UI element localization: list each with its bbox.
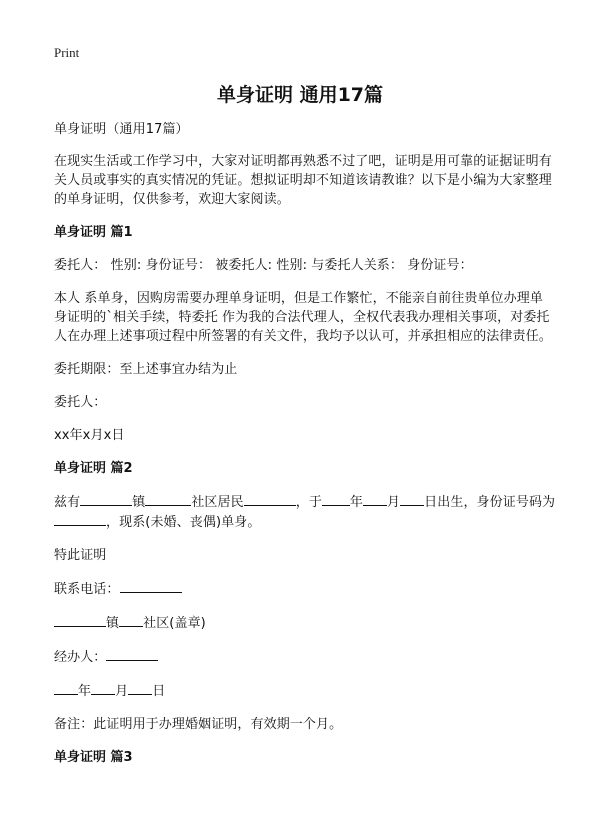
date-text: 月 xyxy=(115,684,129,699)
date-text: 年 xyxy=(78,684,92,699)
fill-blank[interactable] xyxy=(145,492,191,506)
fill-blank[interactable] xyxy=(54,512,106,526)
date-text: 日 xyxy=(152,684,166,699)
fill-blank[interactable] xyxy=(119,613,143,627)
section1-signer: 委托人： xyxy=(54,395,107,410)
intro-paragraph: 在现实生活或工作学习中，大家对证明都再熟悉不过了吧，证明是用可靠的证据证明有关人员或事实的真实情况的凭证。想拟证明却不知道该请教谁？以下是小编为大家整理的单身证明，仅供参考，欢迎大家阅读。 xyxy=(54,154,552,207)
phone-label: 联系电话： xyxy=(54,582,120,597)
section1-heading: 单身证明 篇1 xyxy=(54,225,133,240)
fill-blank[interactable] xyxy=(400,492,424,506)
section1-body: 本人 系单身，因购房需要办理单身证明，但是工作繁忙，不能亲自前往贵单位办理单身证明的`相关手续，特委托 作为我的合法代理人，全权代表我办理相关事项，对委托人在办理上述事项过程中所签署的有关文件，我均予以认可，并承担相应的法律责任。 xyxy=(54,291,552,344)
section2-date xyxy=(54,681,556,701)
fill-blank[interactable] xyxy=(80,492,132,506)
statement-text: ，现系(未婚、丧偶)单身。 xyxy=(106,515,261,530)
section2-phone xyxy=(54,579,556,599)
statement-text: 社区居民 xyxy=(191,495,244,510)
document-content xyxy=(54,120,556,781)
statement-text: 兹有 xyxy=(54,495,81,510)
fill-blank[interactable] xyxy=(322,492,350,506)
fill-blank[interactable] xyxy=(54,613,106,627)
handler-blank[interactable] xyxy=(106,647,158,661)
section1-term: 委托期限：至上述事宜办结为止 xyxy=(54,362,238,377)
community-text: 镇 xyxy=(106,616,120,631)
fill-blank[interactable] xyxy=(244,492,296,506)
page-title: 单身证明 通用17篇 xyxy=(216,84,384,106)
fill-blank[interactable] xyxy=(128,681,152,695)
section2-note: 备注：此证明用于办理婚姻证明，有效期一个月。 xyxy=(54,717,343,732)
statement-text: 镇 xyxy=(132,495,146,510)
statement-text: 月 xyxy=(387,495,401,510)
statement-text: 日出生，身份证号码为 xyxy=(424,495,556,510)
section2-community xyxy=(54,613,556,633)
print-link[interactable]: Print xyxy=(54,45,80,60)
community-text: 社区(盖章) xyxy=(143,616,206,631)
document-subtitle: 单身证明（通用17篇） xyxy=(54,122,189,137)
section2-statement xyxy=(54,492,556,532)
statement-text: 年 xyxy=(349,495,364,510)
phone-blank[interactable] xyxy=(120,579,182,593)
section2-handler xyxy=(54,647,556,667)
statement-text: ，于 xyxy=(295,495,322,510)
fill-blank[interactable] xyxy=(363,492,387,506)
section1-parties: 委托人： 性别: 身份证号： 被委托人: 性别: 与委托人关系： 身份证号： xyxy=(54,258,473,273)
section3-heading: 单身证明 篇3 xyxy=(54,750,133,765)
fill-blank[interactable] xyxy=(54,681,78,695)
handler-label: 经办人： xyxy=(54,650,107,665)
section2-heading: 单身证明 篇2 xyxy=(54,461,133,476)
section2-certify: 特此证明 xyxy=(54,548,107,563)
section1-date: xx年x月x日 xyxy=(54,428,125,443)
fill-blank[interactable] xyxy=(91,681,115,695)
